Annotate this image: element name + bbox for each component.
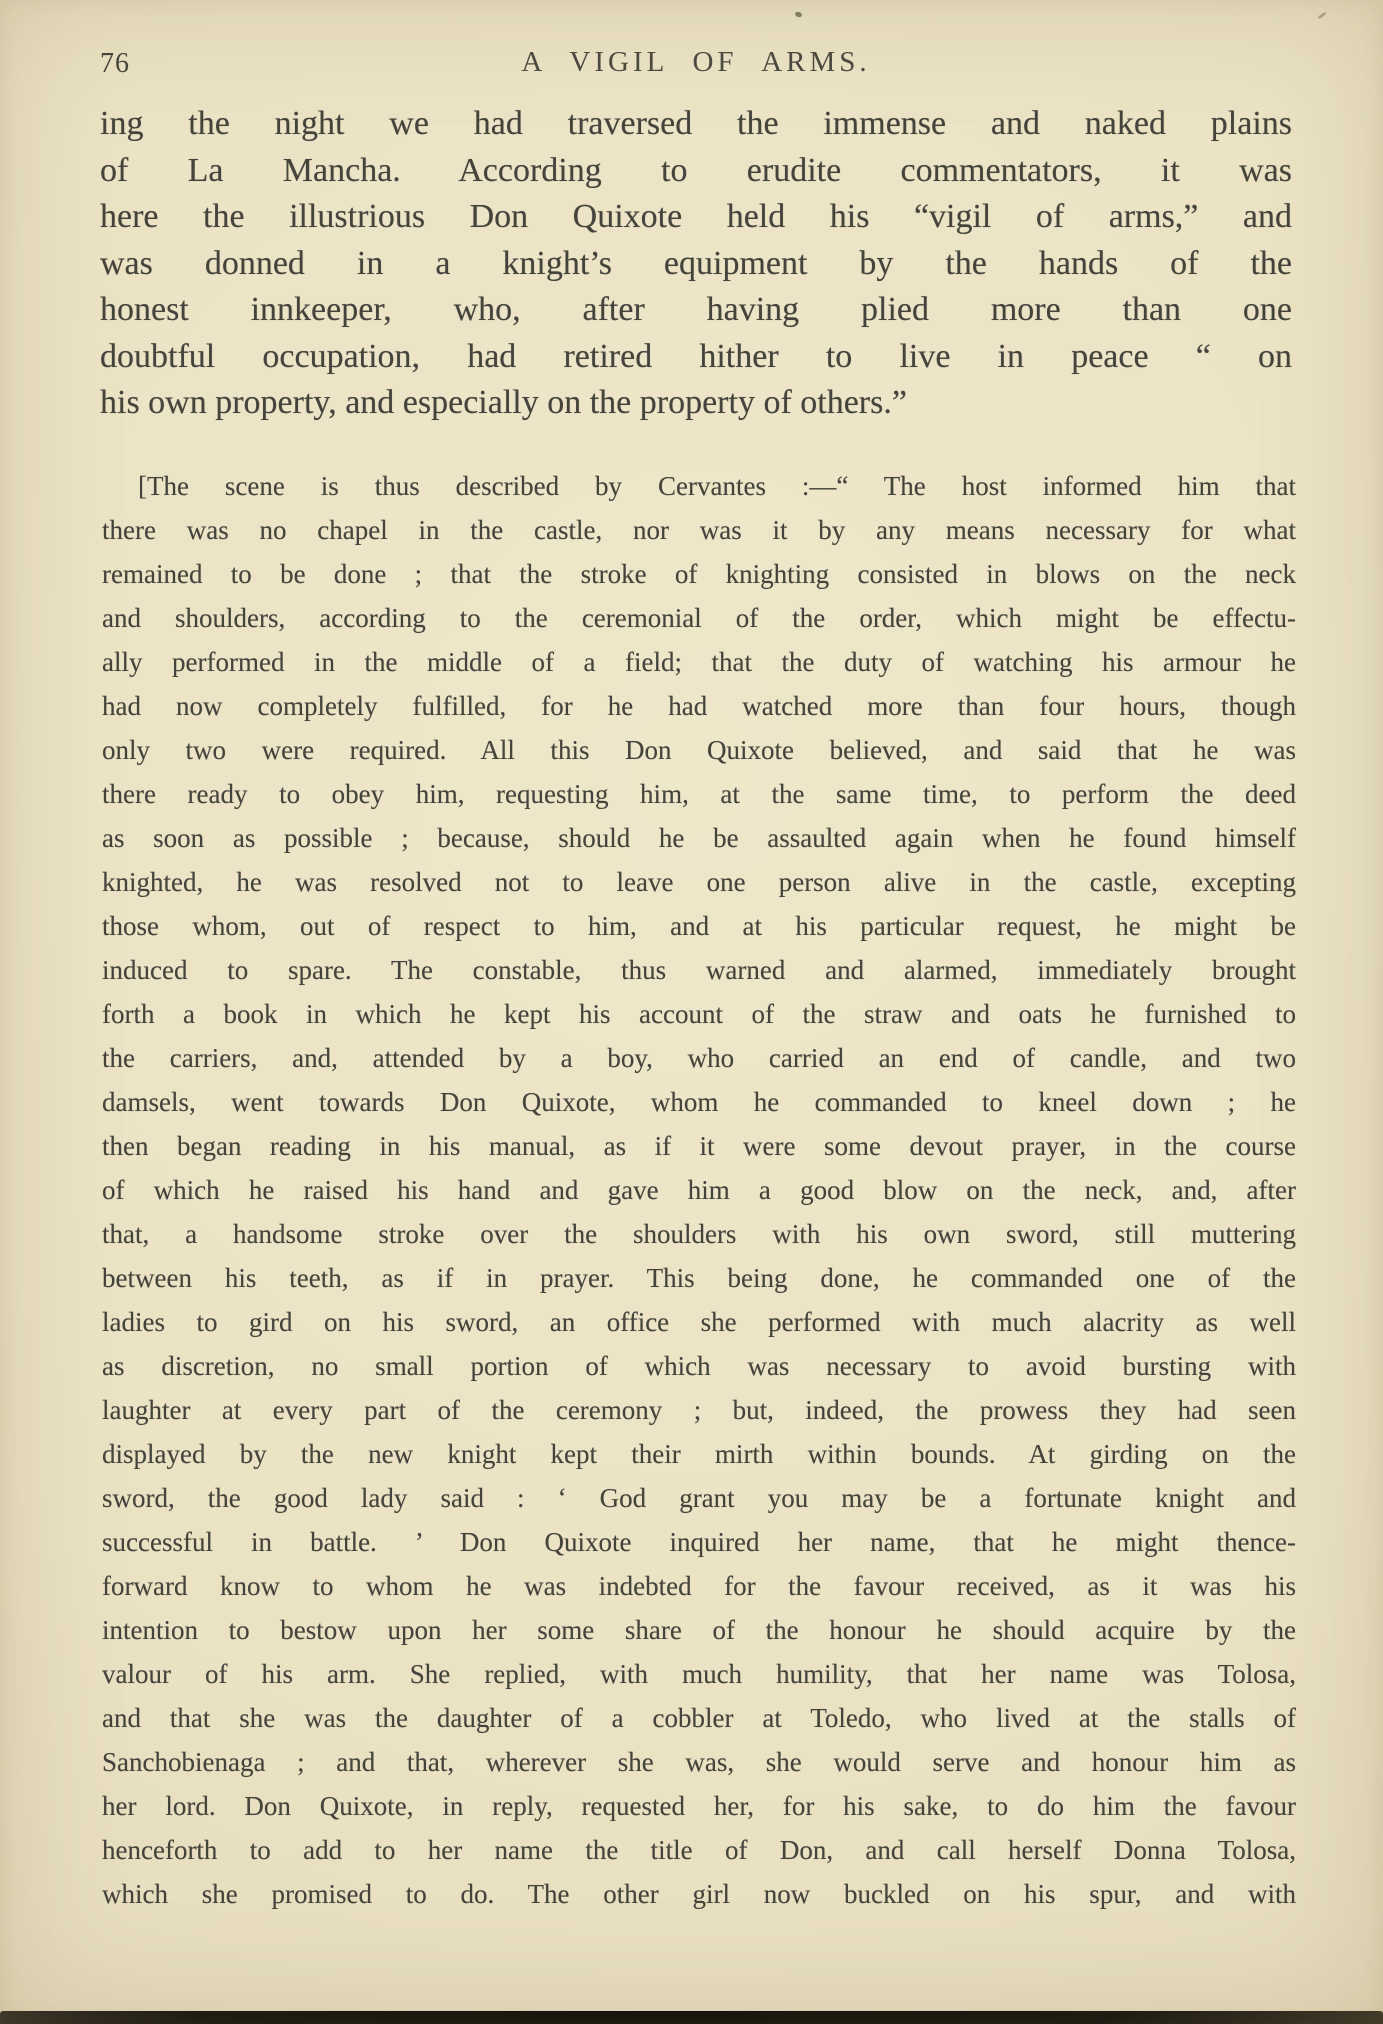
text-line: [The scene is thus described by Cervantes :—“ The host informed him that — [138, 471, 1296, 501]
text-line: which she promised to do. The other girl now buckled on his spur, and with — [102, 1879, 1296, 1909]
text-line: as discretion, no small portion of which was necessary to avoid bursting with — [102, 1351, 1296, 1381]
scan-edge-bottom — [0, 2011, 1383, 2024]
text-line: henceforth to add to her name the title of Don, and call herself Donna Tolosa, — [102, 1835, 1296, 1865]
text-line: successful in battle. ’ Don Quixote inquired her name, that he might thence- — [102, 1527, 1296, 1557]
text-line: was donned in a knight’s equipment by the hands of the — [100, 244, 1292, 282]
text-line: there ready to obey him, requesting him, at the same time, to perform the deed — [102, 779, 1296, 809]
text-line: and shoulders, according to the ceremonial of the order, which might be effectu- — [102, 603, 1296, 633]
text-line: and that she was the daughter of a cobbler at Toledo, who lived at the stalls of — [102, 1703, 1296, 1733]
text-line: induced to spare. The constable, thus warned and alarmed, immediately brought — [102, 955, 1296, 985]
main-paragraph — [100, 101, 1292, 427]
cervantes-note-paragraph — [102, 464, 1296, 1916]
text-line: damsels, went towards Don Quixote, whom he commanded to kneel down ; he — [102, 1087, 1296, 1117]
text-line: knighted, he was resolved not to leave one person alive in the castle, excepting — [102, 867, 1296, 897]
text-line: those whom, out of respect to him, and at his particular request, he might be — [102, 911, 1296, 941]
text-line: displayed by the new knight kept their mirth within bounds. At girding on the — [102, 1439, 1296, 1469]
text-line: the carriers, and, attended by a boy, who carried an end of candle, and two — [102, 1043, 1296, 1073]
text-line: honest innkeeper, who, after having plied more than one — [100, 291, 1292, 328]
text-line: sword, the good lady said : ‘ God grant you may be a fortunate knight and — [102, 1483, 1296, 1513]
page-header — [100, 46, 1292, 82]
text-line: ladies to gird on his sword, an office she performed with much alacrity as well — [102, 1307, 1296, 1337]
text-line: intention to bestow upon her some share of the honour he should acquire by the — [102, 1615, 1296, 1645]
text-line: of which he raised his hand and gave him a good blow on the neck, and, after — [102, 1175, 1296, 1205]
ink-speck — [1317, 11, 1327, 19]
text-line: her lord. Don Quixote, in reply, requested her, for his sake, to do him the favour — [102, 1791, 1296, 1821]
text-line: remained to be done ; that the stroke of knighting consisted in blows on the neck — [102, 559, 1296, 589]
text-line: doubtful occupation, had retired hither to live in peace “ on — [100, 337, 1292, 375]
running-title: A VIGIL OF ARMS. — [521, 46, 871, 78]
text-line: valour of his arm. She replied, with much humility, that her name was Tolosa, — [102, 1659, 1296, 1689]
ink-speck — [794, 11, 802, 18]
text-line: only two were required. All this Don Quixote believed, and said that he was — [102, 735, 1296, 765]
text-line: Sanchobienaga ; and that, wherever she was, she would serve and honour him as — [102, 1747, 1296, 1777]
text-line: forward know to whom he was indebted for the favour received, as it was his — [102, 1571, 1296, 1601]
text-line: that, a handsome stroke over the shoulders with his own sword, still muttering — [102, 1219, 1296, 1249]
text-line: then began reading in his manual, as if it were some devout prayer, in the course — [102, 1131, 1296, 1161]
text-line: ing the night we had traversed the immense and naked plains — [100, 105, 1292, 142]
text-line: laughter at every part of the ceremony ; but, indeed, the prowess they had seen — [102, 1395, 1296, 1425]
text-line: his own property, and especially on the property of others.” — [100, 384, 907, 421]
text-line: of La Mancha. According to erudite commentators, it was — [100, 151, 1292, 189]
text-line: had now completely fulfilled, for he had watched more than four hours, though — [102, 691, 1296, 721]
page-number: 76 — [100, 48, 130, 79]
text-line: there was no chapel in the castle, nor was it by any means necessary for what — [102, 515, 1296, 545]
text-line: forth a book in which he kept his account of the straw and oats he furnished to — [102, 999, 1296, 1029]
text-line: ally performed in the middle of a field; that the duty of watching his armour he — [102, 647, 1296, 677]
text-line: here the illustrious Don Quixote held his “vigil of arms,” and — [100, 198, 1292, 235]
text-line: as soon as possible ; because, should he be assaulted again when he found himself — [102, 823, 1296, 853]
text-line: between his teeth, as if in prayer. This being done, he commanded one of the — [102, 1263, 1296, 1293]
